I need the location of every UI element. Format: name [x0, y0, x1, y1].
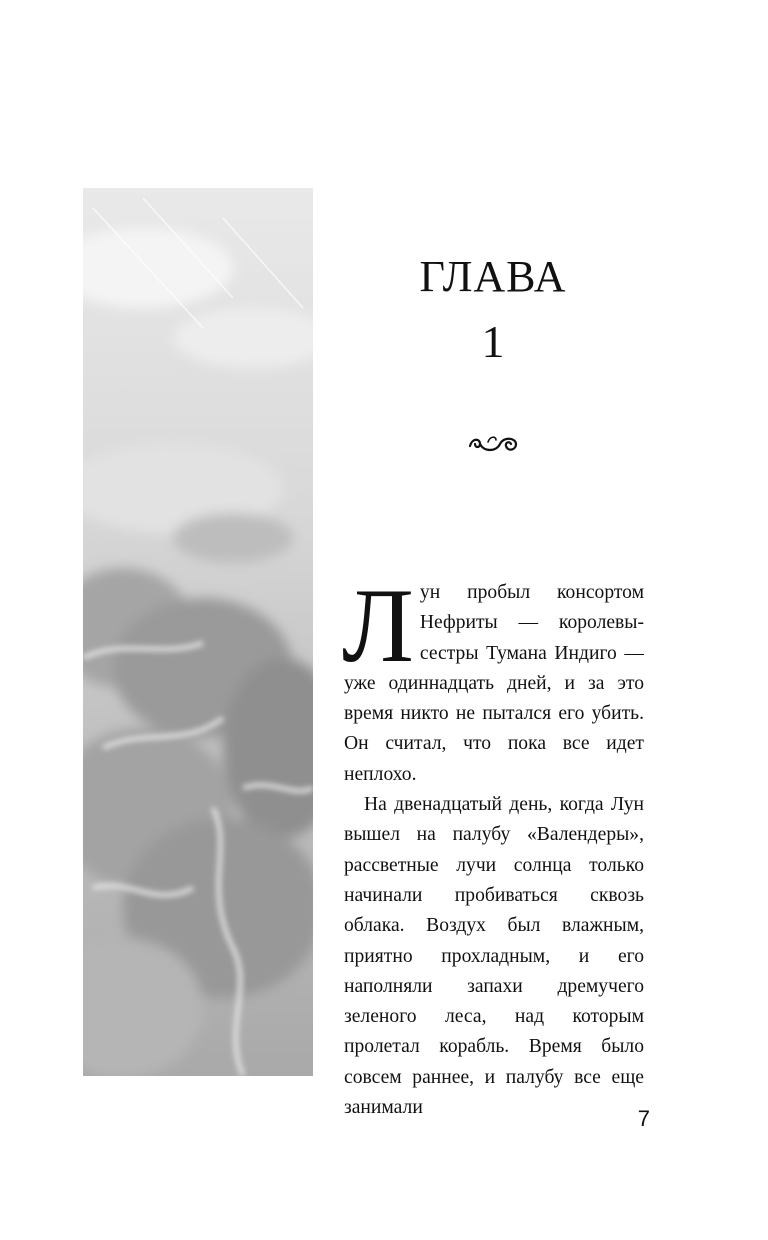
- paragraph-1: [342, 567, 644, 790]
- page-number: 7: [637, 1106, 650, 1131]
- paragraph-1-text: ун пробыл консортом Нефриты — королевы-сестры Тумана Индиго — уже одиннадцать дней, и за это время никто не пытался его убить. Он считал, что пока все идет неплохо.: [344, 582, 644, 785]
- swirl-ornament-icon: [466, 430, 520, 456]
- drop-cap: Л: [342, 567, 414, 684]
- chapter-illustration: [83, 188, 313, 1076]
- sky-clouds-illustration: [83, 188, 313, 1076]
- paragraph-2: На двенадцатый день, когда Лун вышел на палубу «Валендеры», рассветные лучи солнца только начинали пробиваться сквозь облака. Воздух был влажным, приятно прохладным, и его наполняли запахи дремучего зеленого леса, над которым пролетал корабль. Время было совсем раннее, и палубу все еще занимали: [344, 794, 644, 1119]
- chapter-number: 1: [481, 316, 505, 367]
- chapter-body-text: [342, 567, 644, 1123]
- chapter-title: ГЛАВА: [419, 252, 567, 301]
